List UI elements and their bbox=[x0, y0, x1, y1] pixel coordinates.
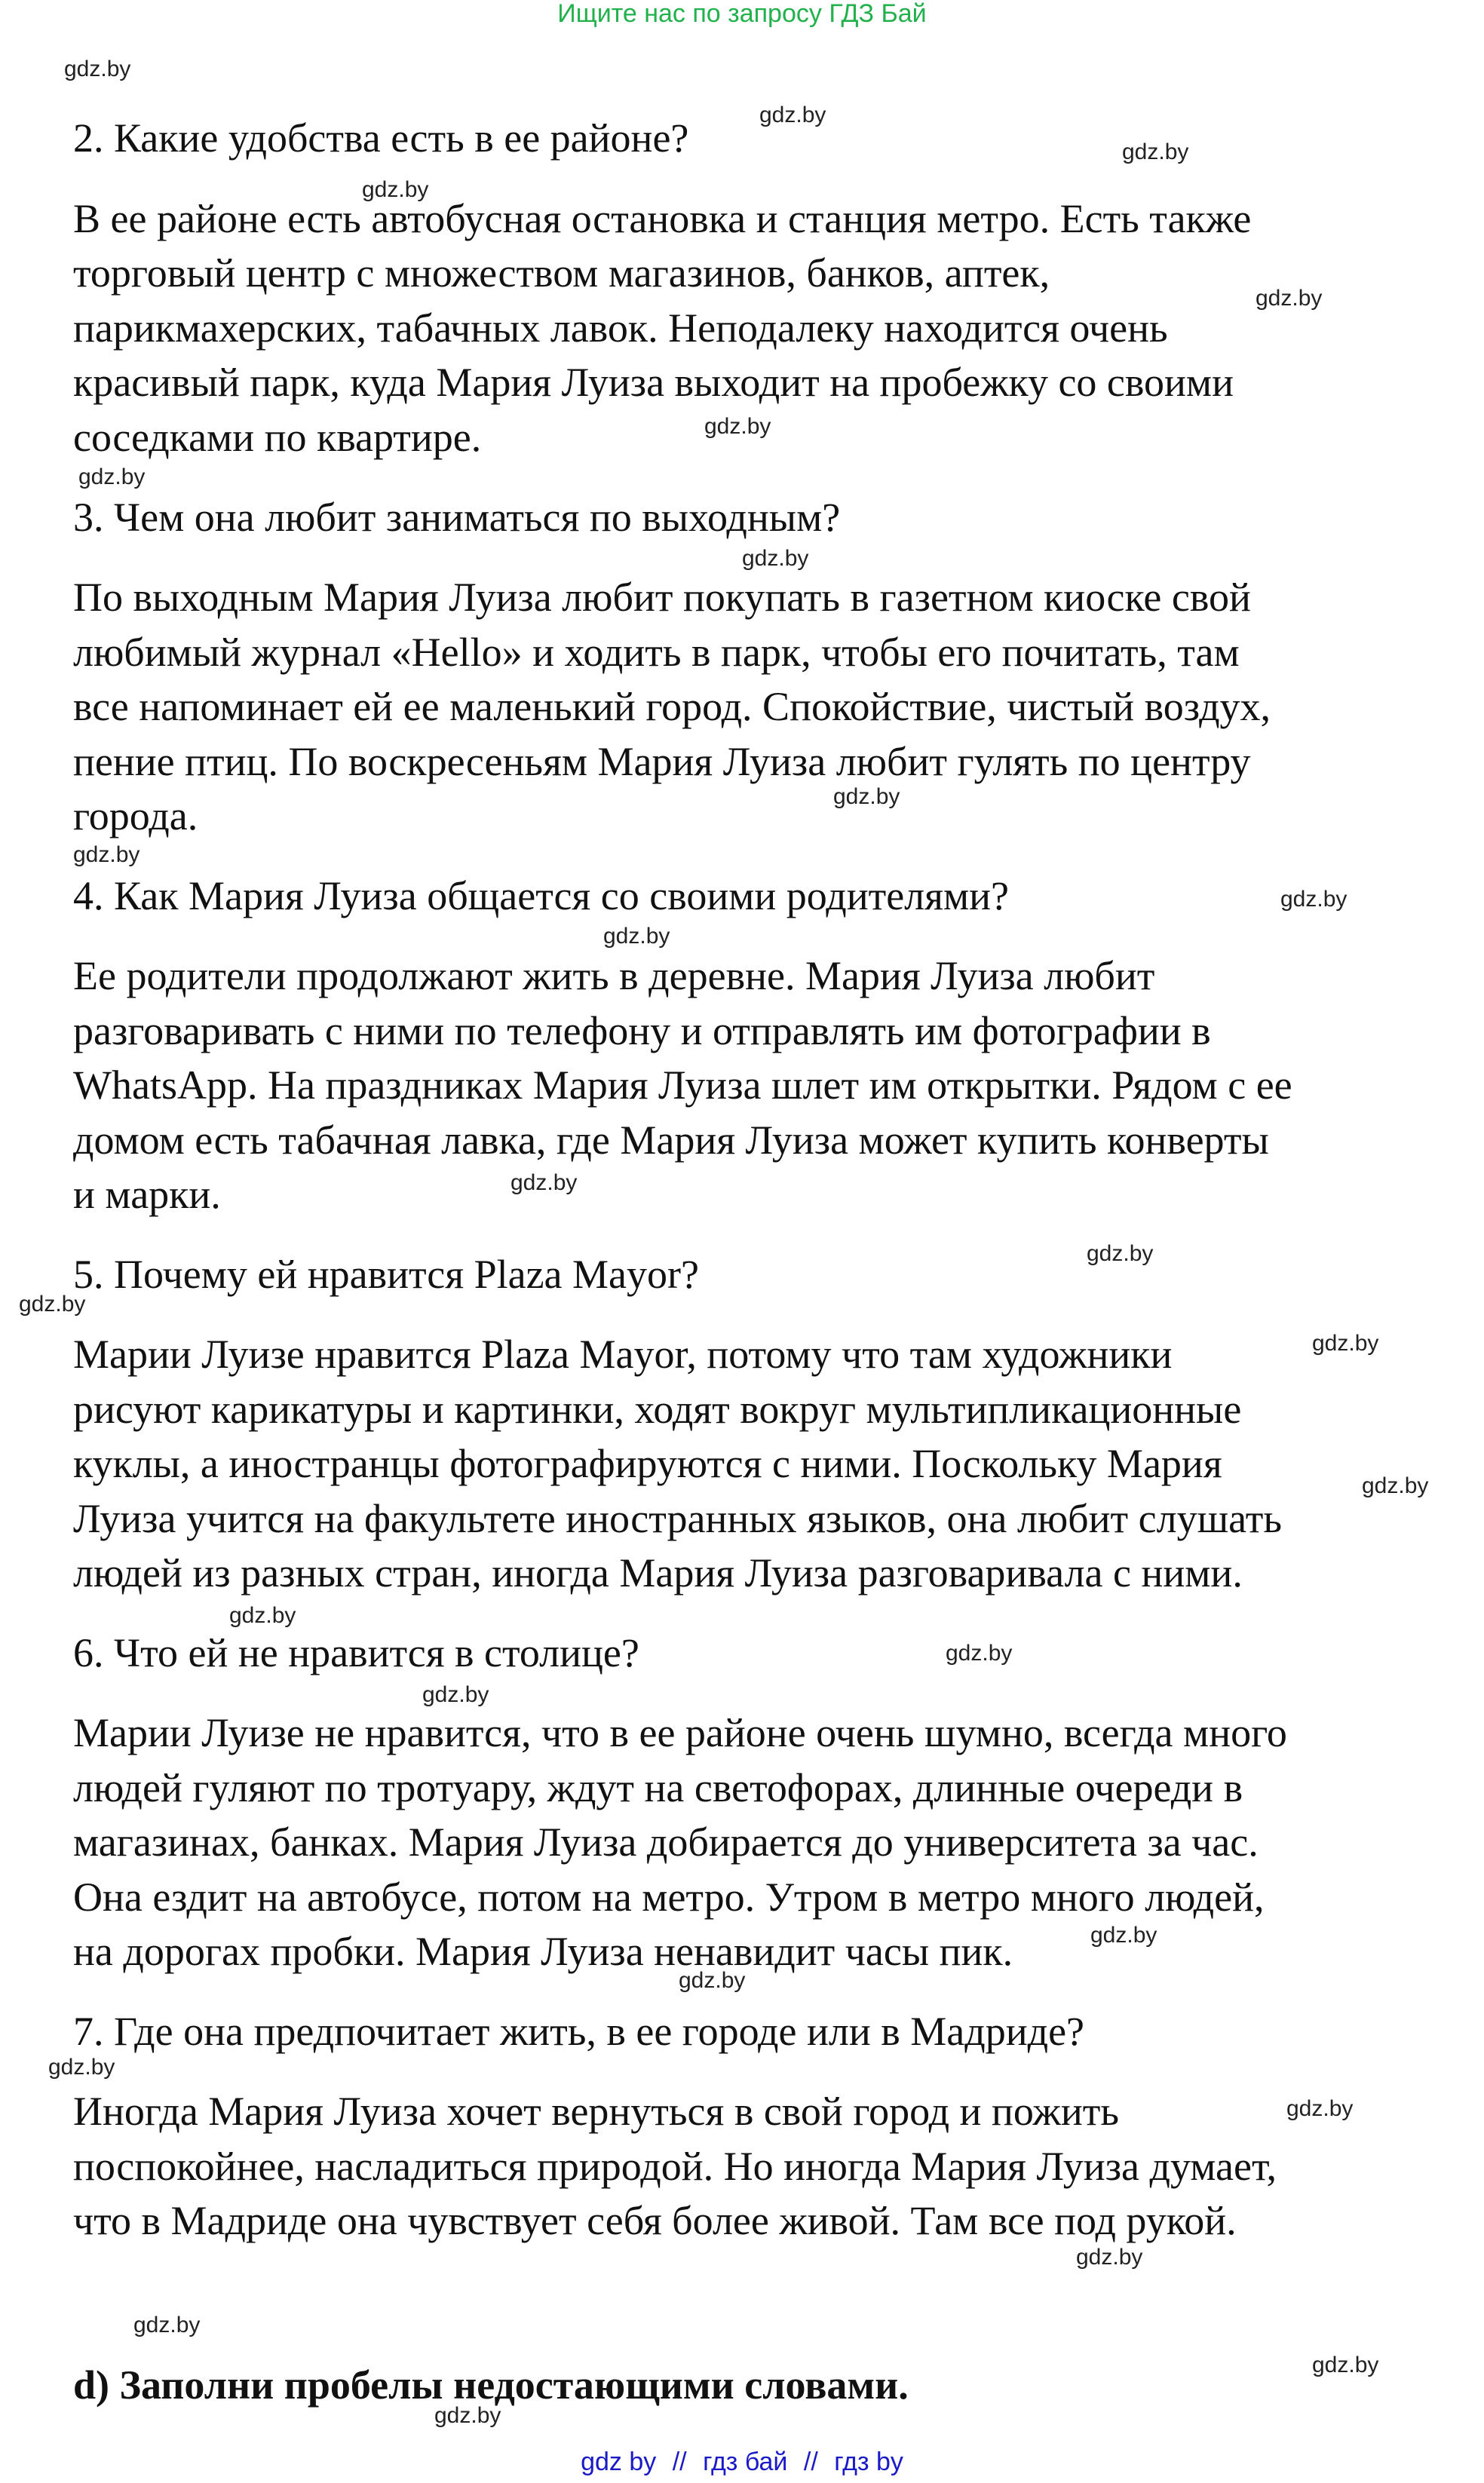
question-3: 3. Чем она любит заниматься по выходным? bbox=[73, 495, 841, 540]
answer-4-line-5: и марки. bbox=[73, 1172, 221, 1217]
watermark: gdz.by bbox=[362, 177, 429, 202]
answer-4-line-4: домом есть табачная лавка, где Мария Луиза может купить конверты bbox=[73, 1117, 1269, 1163]
answer-2-line-2: торговый центр с множеством магазинов, банков, аптек, bbox=[73, 250, 1050, 296]
answer-6-line-1: Марии Луизе не нравится, что в ее районе очень шумно, всегда много bbox=[73, 1710, 1287, 1755]
watermark: gdz.by bbox=[704, 414, 771, 439]
watermark: gdz.by bbox=[1087, 1241, 1154, 1266]
section-d-heading: d) Заполни пробелы недостающими словами. bbox=[73, 2362, 909, 2408]
question-4: 4. Как Мария Луиза общается со своими родителями? bbox=[73, 873, 1009, 918]
watermark: gdz.by bbox=[1122, 139, 1189, 164]
answer-5-line-1: Марии Луизе нравится Plaza Mayor, потому что там художники bbox=[73, 1332, 1173, 1377]
question-7: 7. Где она предпочитает жить, в ее городе или в Мадриде? bbox=[73, 2009, 1085, 2054]
watermark: gdz.by bbox=[48, 2055, 115, 2080]
search-hint-link[interactable]: Ищите нас по запросу ГДЗ Бай bbox=[557, 0, 927, 28]
watermark: gdz.by bbox=[603, 924, 670, 949]
answer-5-line-5: людей из разных стран, иногда Мария Луиза разговаривала с ними. bbox=[73, 1550, 1243, 1596]
footer-link-gdz-bai[interactable]: гдз бай bbox=[703, 2448, 788, 2476]
watermark: gdz.by bbox=[511, 1170, 578, 1195]
answer-2-line-5: соседками по квартире. bbox=[73, 415, 482, 460]
answer-4-line-2: разговаривать с ними по телефону и отправлять им фотографии в bbox=[73, 1008, 1211, 1053]
watermark: gdz.by bbox=[833, 784, 900, 809]
footer-separator: // bbox=[672, 2448, 687, 2476]
watermark: gdz.by bbox=[679, 1968, 746, 1993]
answer-3-line-3: все напоминает ей ее маленький город. Спокойствие, чистый воздух, bbox=[73, 684, 1271, 729]
watermark: gdz.by bbox=[64, 57, 131, 81]
answer-5-line-3: куклы, а иностранцы фотографируются с ними. Поскольку Мария bbox=[73, 1441, 1222, 1486]
watermark: gdz.by bbox=[78, 464, 146, 489]
watermark: gdz.by bbox=[133, 2313, 201, 2337]
watermark: gdz.by bbox=[1256, 286, 1323, 311]
watermark: gdz.by bbox=[1076, 2245, 1143, 2270]
watermark: gdz.by bbox=[229, 1603, 296, 1628]
footer-links bbox=[0, 2447, 1484, 2477]
answer-3-line-4: пение птиц. По воскресеньям Мария Луиза любит гулять по центру bbox=[73, 739, 1251, 784]
watermark: gdz.by bbox=[742, 546, 809, 571]
watermark: gdz.by bbox=[759, 103, 826, 127]
watermark: gdz.by bbox=[19, 1292, 86, 1317]
answer-6-line-2: людей гуляют по тротуару, ждут на светофорах, длинные очереди в bbox=[73, 1765, 1243, 1810]
answer-7-line-2: поспокойнее, насладиться природой. Но иногда Мария Луиза думает, bbox=[73, 2144, 1277, 2189]
footer-link-gdz-by[interactable]: gdz by bbox=[581, 2448, 657, 2476]
answer-6-line-4: Она ездит на автобусе, потом на метро. Утром в метро много людей, bbox=[73, 1875, 1265, 1920]
watermark: gdz.by bbox=[946, 1641, 1013, 1666]
watermark: gdz.by bbox=[73, 842, 140, 867]
watermark: gdz.by bbox=[1286, 2096, 1354, 2121]
answer-3-line-5: города. bbox=[73, 793, 198, 838]
answer-6-line-5: на дорогах пробки. Мария Луиза ненавидит часы пик. bbox=[73, 1929, 1013, 1974]
watermark: gdz.by bbox=[1090, 1923, 1157, 1948]
answer-7-line-1: Иногда Мария Луиза хочет вернуться в свой город и пожить bbox=[73, 2089, 1119, 2134]
answer-2-line-3: парикмахерских, табачных лавок. Неподалеку находится очень bbox=[73, 305, 1168, 351]
answer-5-line-2: рисуют карикатуры и картинки, ходят вокруг мультипликационные bbox=[73, 1387, 1242, 1432]
question-6: 6. Что ей не нравится в столице? bbox=[73, 1630, 639, 1675]
watermark: gdz.by bbox=[434, 2403, 501, 2428]
answer-6-line-3: магазинах, банках. Мария Луиза добирается до университета за час. bbox=[73, 1819, 1259, 1865]
watermark: gdz.by bbox=[1280, 887, 1348, 912]
answer-2-line-4: красивый парк, куда Мария Луиза выходит на пробежку со своими bbox=[73, 360, 1234, 405]
watermark: gdz.by bbox=[1312, 1331, 1379, 1356]
answer-5-line-4: Луиза учится на факультете иностранных языков, она любит слушать bbox=[73, 1496, 1282, 1541]
answer-4-line-1: Ее родители продолжают жить в деревне. Мария Луиза любит bbox=[73, 953, 1155, 998]
answer-3-line-2: любимый журнал «Hello» и ходить в парк, чтобы его почитать, там bbox=[73, 630, 1240, 675]
answer-3-line-1: По выходным Мария Луиза любит покупать в газетном киоске свой bbox=[73, 575, 1251, 620]
watermark: gdz.by bbox=[422, 1682, 489, 1707]
watermark: gdz.by bbox=[1362, 1473, 1429, 1498]
footer-separator: // bbox=[803, 2448, 818, 2476]
answer-4-line-3: WhatsApp. На праздниках Мария Луиза шлет им открытки. Рядом с ее bbox=[73, 1062, 1292, 1108]
footer-link-gdz-by-cyr[interactable]: гдз by bbox=[834, 2448, 903, 2476]
watermark: gdz.by bbox=[1312, 2353, 1379, 2377]
answer-2-line-1: В ее районе есть автобусная остановка и станция метро. Есть также bbox=[73, 196, 1252, 241]
question-5: 5. Почему ей нравится Plaza Mayor? bbox=[73, 1252, 699, 1297]
answer-7-line-3: что в Мадриде она чувствует себя более живой. Там все под рукой. bbox=[73, 2198, 1237, 2243]
question-2: 2. Какие удобства есть в ее районе? bbox=[73, 115, 689, 161]
